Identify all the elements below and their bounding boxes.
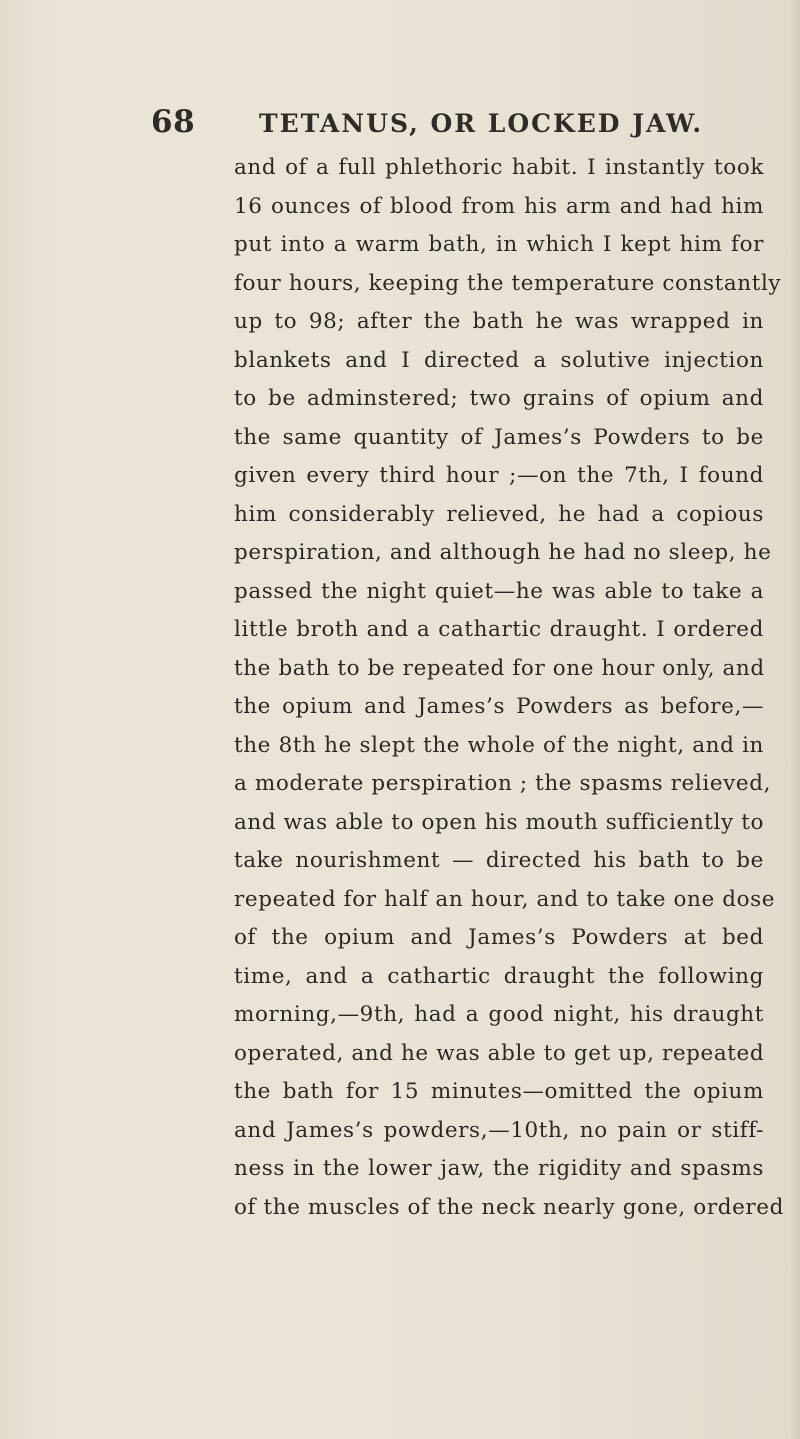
body-text: [234, 149, 784, 1227]
running-title: TETANUS, OR LOCKED JAW.: [259, 109, 704, 138]
text-line: passed the night quiet—he was able to take a: [234, 578, 764, 604]
text-line: the 8th he slept the whole of the night, and in: [234, 732, 764, 758]
text-line: morning,—9th, had a good night, his draught: [234, 1002, 764, 1027]
text-line: to be adminstered; two grains of opium and: [234, 386, 764, 411]
page-edge-shadow: [790, 0, 800, 1439]
text-line: and of a full phlethoric habit. I instantly took: [234, 155, 764, 180]
text-line: 16 ounces of blood from his arm and had him: [234, 193, 764, 219]
text-line: take nourishment — directed his bath to be: [234, 848, 764, 873]
page-header: [151, 100, 791, 148]
text-line: perspiration, and although he had no sleep, he: [234, 540, 772, 565]
text-line: blankets and I directed a solutive injection: [234, 347, 764, 373]
text-line: of the muscles of the neck nearly gone, ordered: [234, 1194, 784, 1220]
text-line: and was able to open his mouth sufficiently to: [234, 809, 764, 835]
text-line: him considerably relieved, he had a copious: [234, 501, 764, 527]
text-line: ness in the lower jaw, the rigidity and spasms: [234, 1156, 764, 1181]
text-line: the bath for 15 minutes—omitted the opium: [234, 1079, 764, 1104]
text-line: put into a warm bath, in which I kept him for: [234, 232, 764, 257]
text-line: four hours, keeping the temperature constantly: [234, 270, 782, 296]
text-line: and James’s powders,—10th, no pain or stiff-: [234, 1117, 764, 1143]
text-line: little broth and a cathartic draught. I ordered: [234, 617, 764, 642]
text-line: up to 98; after the bath he was wrapped in: [234, 309, 764, 334]
text-line: the same quantity of James’s Powders to be: [234, 424, 764, 450]
text-line: time, and a cathartic draught the following: [234, 963, 764, 989]
text-line: repeated for half an hour, and to take one dose: [234, 886, 776, 912]
page-number: 68: [151, 104, 196, 140]
text-line: operated, and he was able to get up, repeated: [234, 1040, 765, 1066]
text-line: a moderate perspiration ; the spasms relieved,: [234, 771, 772, 796]
text-line: the opium and James’s Powders as before,—: [234, 694, 764, 719]
text-line: given every third hour ;—on the 7th, I found: [234, 463, 764, 488]
text-line: the bath to be repeated for one hour only, and: [234, 655, 765, 681]
text-line: of the opium and James’s Powders at bed: [234, 925, 764, 950]
